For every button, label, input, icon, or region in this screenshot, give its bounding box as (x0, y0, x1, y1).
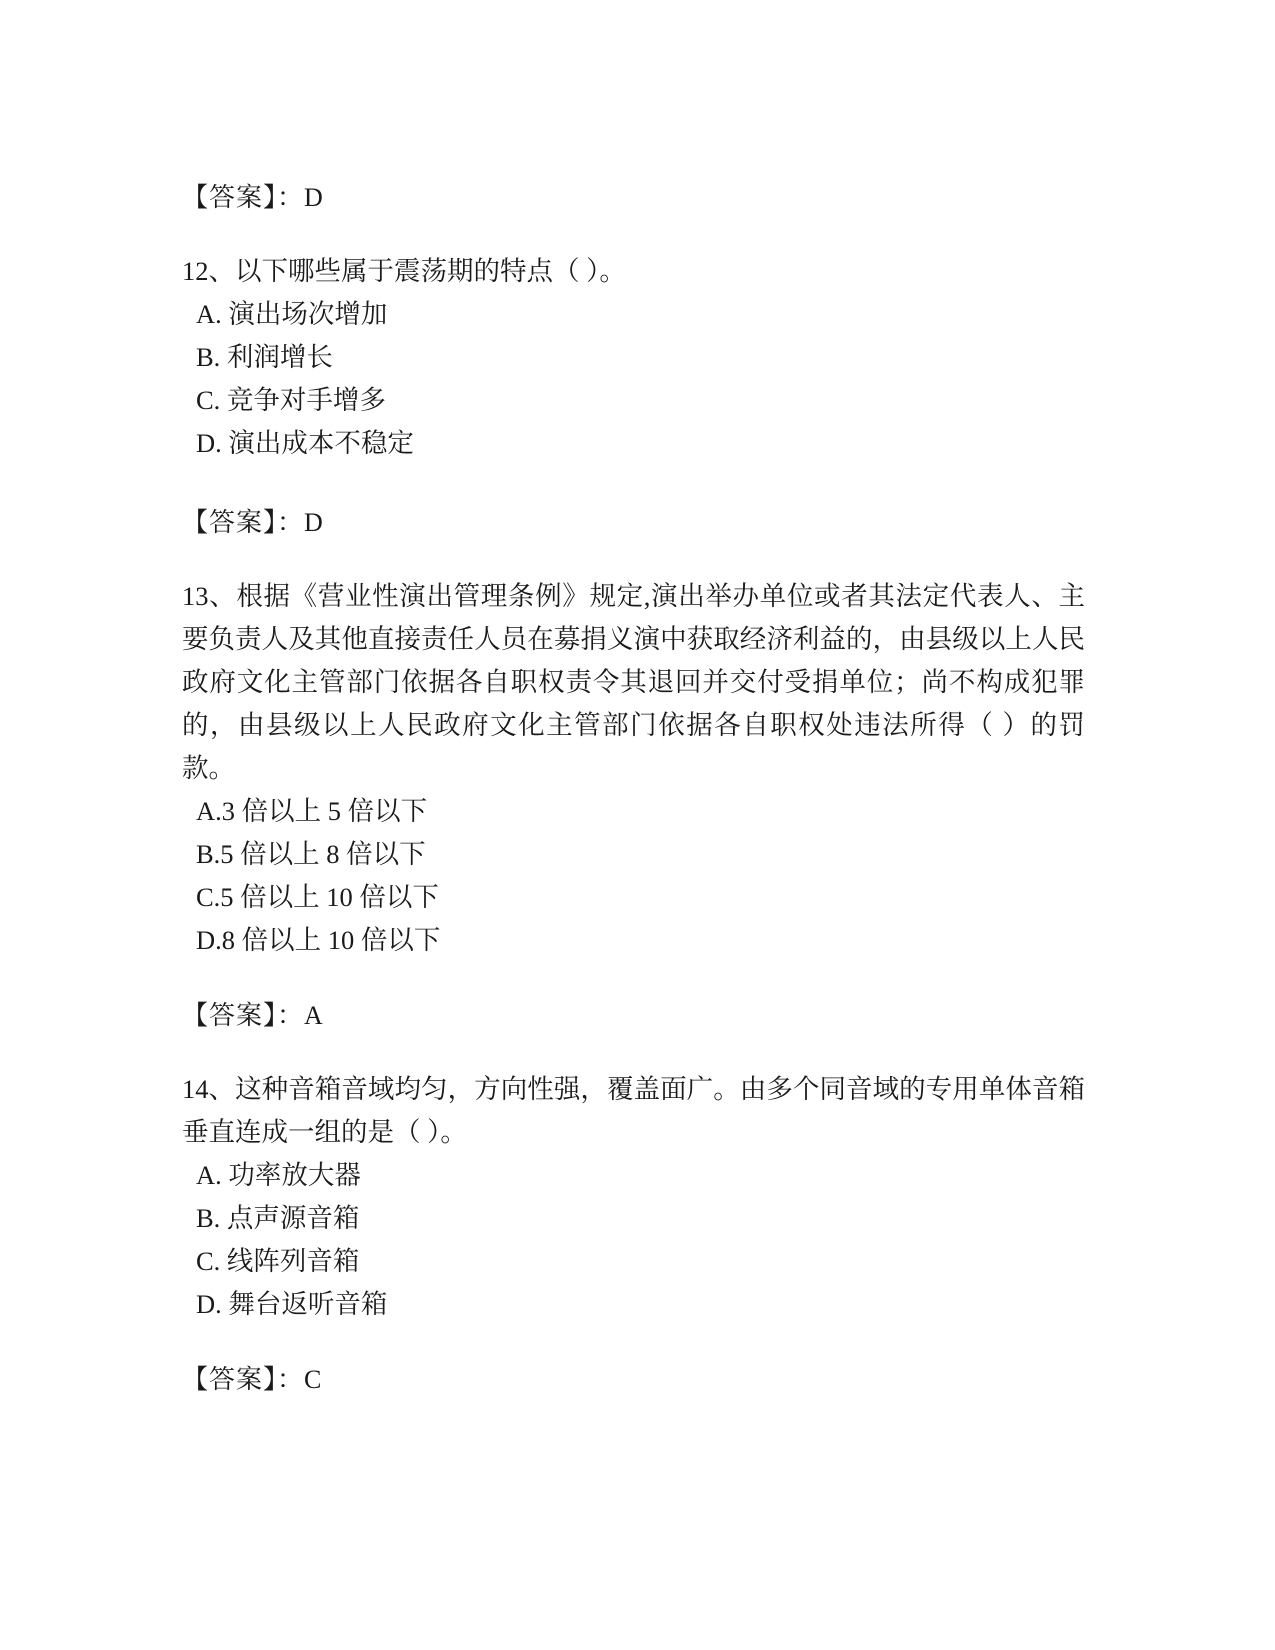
option-b[interactable]: B. 点声源音箱 (196, 1202, 360, 1233)
question-stem: 12、以下哪些属于震荡期的特点（ ）。 (182, 256, 626, 287)
question-stem: 13、根据《营业性演出管理条例》规定,演出举办单位或者其法定代表人、主要负责人及其他直接责任人员在募捐义演中获取经济利益的，由县级以上人民政府文化主管部门依据各自职权责令其退回并交付受捐单位；尚不构成犯罪的，由县级以上人民政府文化主管部门依据各自职权处违法所得（ ）的罚款。 (182, 581, 1085, 784)
option-d[interactable]: D.8 倍以上 10 倍以下 (196, 924, 441, 955)
question-stem: 14、这种音箱音域均匀，方向性强，覆盖面广。由多个同音域的专用单体音箱垂直连成一组的是（ ）。 (182, 1074, 1085, 1147)
question-options (182, 1154, 1085, 1326)
question-options (182, 293, 1085, 465)
option-b[interactable]: B.5 倍以上 8 倍以下 (196, 838, 426, 869)
option-a[interactable]: A.3 倍以上 5 倍以下 (196, 796, 428, 826)
option-b[interactable]: B. 利润增长 (196, 342, 333, 373)
option-c[interactable]: C.5 倍以上 10 倍以下 (196, 881, 439, 912)
answer-line-13: 【答案】：A (182, 1000, 324, 1030)
spacer (182, 1326, 1085, 1362)
option-a[interactable]: A. 演出场次增加 (196, 299, 388, 330)
spacer (182, 962, 1085, 998)
question-block-14 (182, 1068, 1085, 1326)
option-a[interactable]: A. 功率放大器 (196, 1159, 361, 1190)
option-d[interactable]: D. 舞台返听音箱 (196, 1288, 388, 1319)
question-options (182, 790, 1085, 962)
option-c[interactable]: C. 竞争对手增多 (196, 385, 386, 416)
question-block-12 (182, 250, 1085, 465)
answer-line-14: 【答案】：C (182, 1364, 323, 1394)
spacer (182, 465, 1085, 505)
answer-line-12: 【答案】：D (182, 508, 324, 537)
option-d[interactable]: D. 演出成本不稳定 (196, 428, 414, 459)
question-block-13 (182, 575, 1085, 961)
answer-line-top: 【答案】：D (182, 183, 324, 212)
option-c[interactable]: C. 线阵列音箱 (196, 1245, 360, 1276)
